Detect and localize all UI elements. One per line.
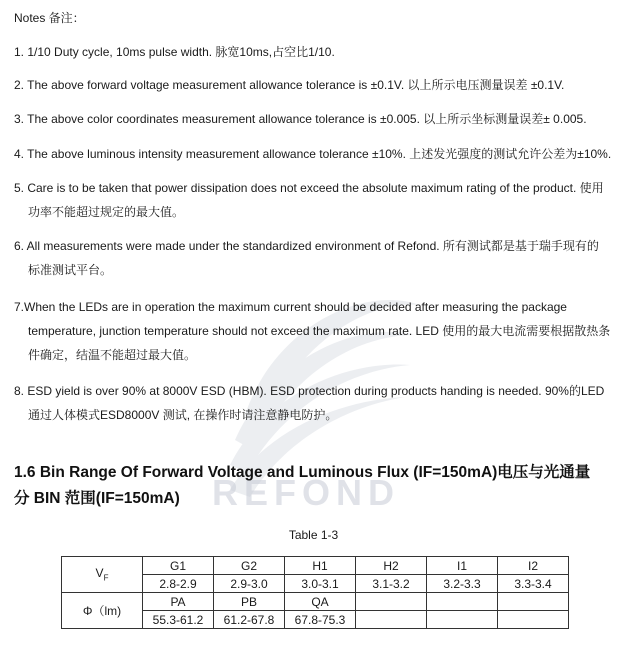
note-line-continued: 功率不能超过规定的最大值。 [28,205,185,219]
vf-bin-cell: G2 [214,557,285,575]
flux-range-cell [356,611,427,629]
flux-range-cell: 61.2-67.8 [214,611,285,629]
flux-bin-cell [427,593,498,611]
vf-range-cell: 3.0-3.1 [285,575,356,593]
note-line: 8. ESD yield is over 90% at 8000V ESD (HBM). ESD protection during products handing is needed. 90%的LED [14,384,605,398]
note-line: 2. The above forward voltage measurement allowance tolerance is ±0.1V. 以上所示电压测量误差 ±0.1V. [14,78,565,92]
vf-range-cell: 2.9-3.0 [214,575,285,593]
vf-range-cell: 3.2-3.3 [427,575,498,593]
vf-bin-cell: I2 [498,557,569,575]
flux-range-cell: 67.8-75.3 [285,611,356,629]
note-line: 1. 1/10 Duty cycle, 10ms pulse width. 脉宽10ms,占空比1/10. [14,45,335,59]
note-line: 6. All measurements were made under the standardized environment of Refond. 所有测试都是基于瑞手现有的 [14,239,599,253]
bin-range-table [61,556,569,629]
table-row [62,593,569,611]
flux-range-cell [498,611,569,629]
table-caption: Table 1-3 [288,528,339,542]
section-title [14,460,624,512]
vf-range-cell: 3.1-3.2 [356,575,427,593]
note-item-2 [14,73,622,97]
notes-heading: Notes 备注： [14,11,85,25]
vf-row-header [62,557,143,593]
flux-row-header: Φ（lm) [62,593,143,629]
note-item-3 [14,107,622,131]
note-item-6 [14,234,622,282]
flux-bin-cell [498,593,569,611]
note-item-7 [14,295,622,367]
note-item-1 [14,40,622,64]
flux-bin-cell: PA [143,593,214,611]
note-line-continued: 件确定，结温不能超过最大值。 [28,348,197,362]
watermark-text: REFOND [212,472,400,513]
note-line-continued: 通过人体模式ESD8000V 测试, 在操作时请注意静电防护。 [28,408,338,422]
vf-label: V [95,566,104,581]
flux-bin-cell [356,593,427,611]
flux-bin-cell: QA [285,593,356,611]
note-item-8 [14,379,622,427]
table-row [62,557,569,575]
note-line: 4. The above luminous intensity measurement allowance tolerance ±10%. 上述发光强度的测试允许公差为±10%. [14,147,612,161]
note-line: 5. Care is to be taken that power dissipation does not exceed the absolute maximum rating of the product. 使用 [14,181,604,195]
vf-bin-cell: H2 [356,557,427,575]
note-line: 3. The above color coordinates measurement allowance tolerance is ±0.005. 以上所示坐标测量误差± 0.005. [14,112,587,126]
vf-subscript: F [103,573,109,583]
note-item-4 [14,142,622,166]
note-line-continued: 标准测试平台。 [28,263,113,277]
section-title-line-1: 1.6 Bin Range Of Forward Voltage and Luminous Flux (IF=150mA)电压与光通量 [14,464,591,481]
section-title-line-2: 分 BIN 范围(IF=150mA) [14,490,180,507]
vf-bin-cell: H1 [285,557,356,575]
flux-range-cell: 55.3-61.2 [143,611,214,629]
flux-range-cell [427,611,498,629]
vf-range-cell: 3.3-3.4 [498,575,569,593]
vf-bin-cell: I1 [427,557,498,575]
note-item-5 [14,176,622,224]
flux-bin-cell: PB [214,593,285,611]
vf-bin-cell: G1 [143,557,214,575]
note-line-continued: temperature, junction temperature should not exceed the maximum rate. LED 使用的最大电流需要根据散热条 [28,324,611,338]
vf-range-cell: 2.8-2.9 [143,575,214,593]
note-line: 7.When the LEDs are in operation the maximum current should be decided after measuring the package [14,300,567,314]
